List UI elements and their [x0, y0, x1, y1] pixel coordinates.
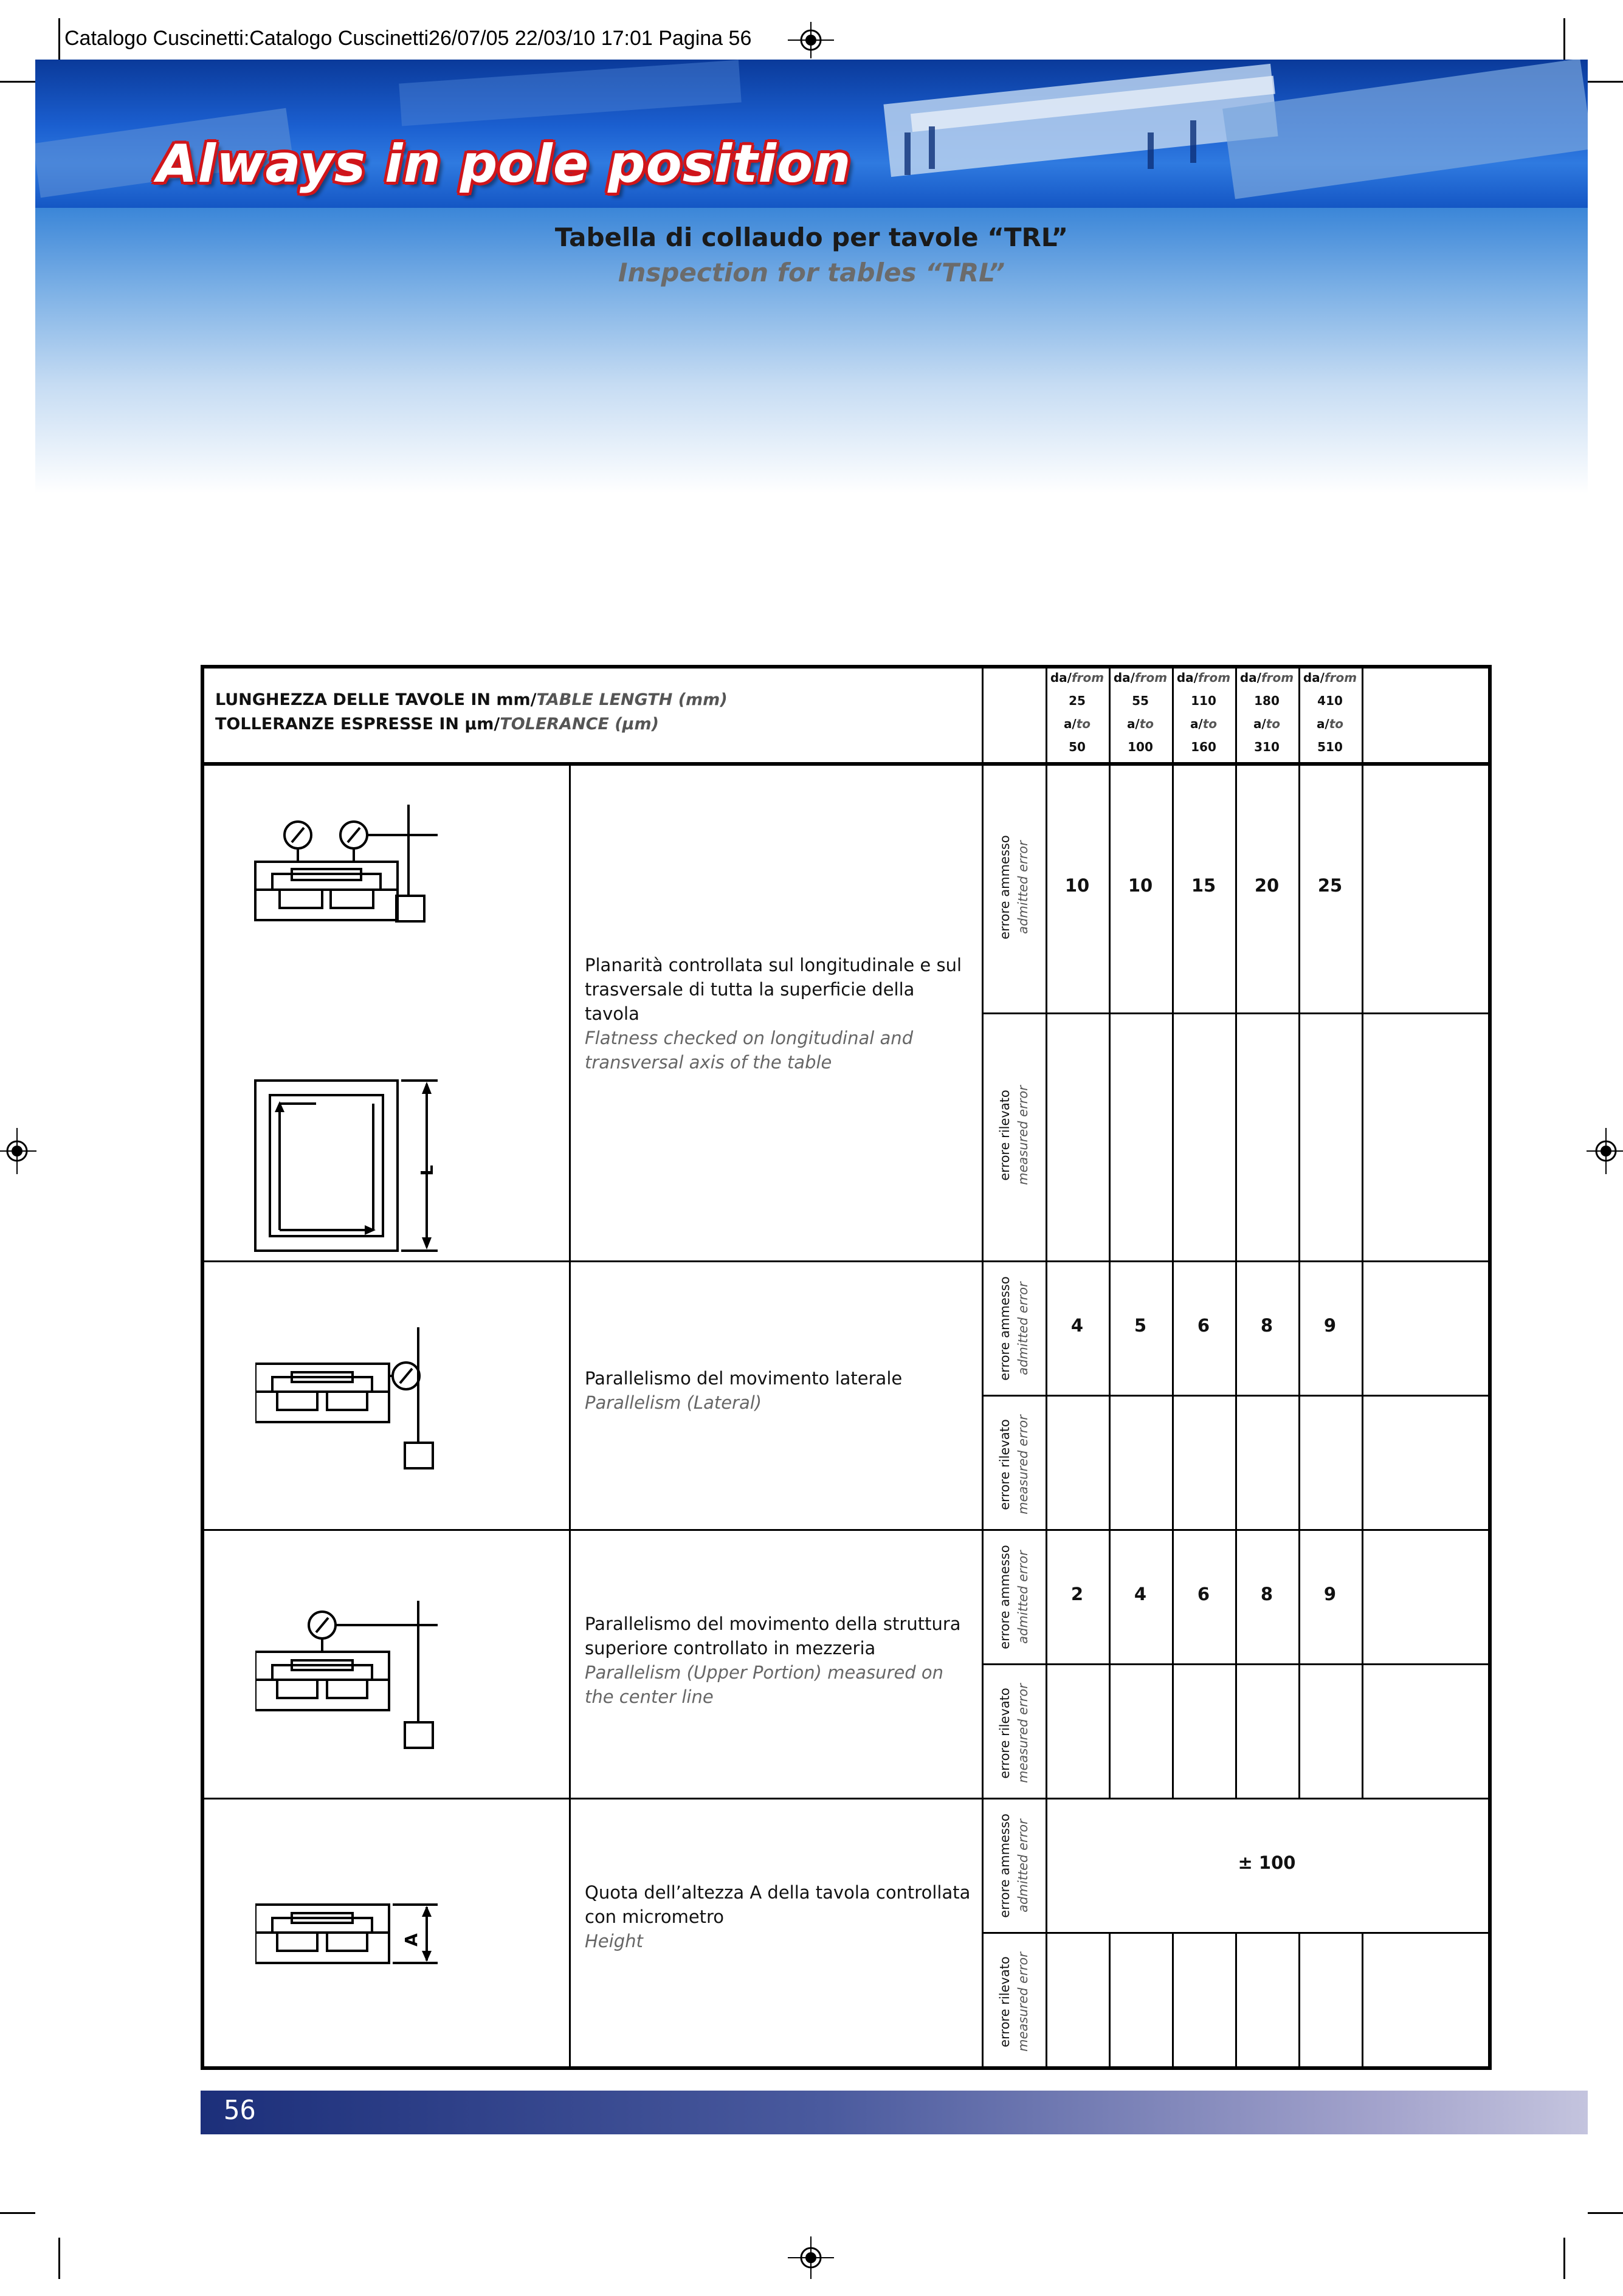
range-from-value: 25: [1069, 693, 1086, 708]
column-separator: [1362, 1932, 1363, 2068]
admitted-it: errore ammesso: [998, 1276, 1012, 1381]
measured-error-label: [996, 1935, 1032, 2069]
description-en: Parallelism (Lateral): [585, 1392, 762, 1413]
range-from-word: da/from: [1050, 670, 1104, 685]
measured-it: errore rilevato: [998, 1419, 1012, 1510]
crop-mark: [58, 18, 60, 60]
range-to-value: 160: [1191, 740, 1216, 754]
range-from-word: da/from: [1176, 670, 1231, 685]
length-range-1: [1046, 666, 1109, 758]
admitted-value: 25: [1317, 875, 1343, 896]
height-description: [585, 1880, 974, 1953]
crop-mark: [0, 2212, 35, 2214]
table-border: [201, 665, 204, 2070]
measured-en: measured error: [1016, 1085, 1030, 1185]
measured-en: measured error: [1016, 1683, 1030, 1783]
admitted-value: 8: [1260, 1584, 1273, 1604]
admitted-value: 15: [1191, 875, 1216, 896]
description-it: Quota dell’altezza A della tavola controllata con micrometro: [585, 1882, 971, 1927]
column-separator: [982, 665, 984, 2070]
admitted-value: 5: [1134, 1315, 1147, 1336]
crop-mark: [58, 2238, 60, 2279]
admitted-it: errore ammesso: [998, 835, 1012, 940]
range-to-word: a/to: [1253, 717, 1281, 731]
range-to-word: a/to: [1063, 717, 1091, 731]
column-separator: [569, 764, 571, 2068]
upper-parallelism-description: [585, 1612, 974, 1709]
lateral-parallelism-description: [585, 1366, 974, 1415]
range-to-word: a/to: [1190, 717, 1218, 731]
admitted-en: admitted error: [1016, 1819, 1030, 1913]
range-from-value: 410: [1317, 693, 1343, 708]
measured-en: measured error: [1016, 1952, 1030, 2052]
measured-error-label: [996, 1068, 1032, 1202]
description-en: Flatness checked on longitudinal and transversal axis of the table: [585, 1028, 914, 1073]
crop-mark: [0, 81, 35, 83]
height-dimension-letter: A: [401, 1933, 421, 1947]
lateral-parallelism-drawing-icon: [255, 1321, 474, 1504]
description-it: Parallelismo del movimento laterale: [585, 1368, 903, 1389]
column-separator: [1109, 665, 1111, 1799]
registration-mark-icon: [788, 22, 834, 58]
printer-slug: Catalogo Cuscinetti:Catalogo Cuscinetti26/07/05 22/03/10 17:01 Pagina 56: [64, 27, 752, 50]
measured-error-label: [996, 1398, 1032, 1531]
measured-error-label: [996, 1666, 1032, 1800]
measured-it: errore rilevato: [998, 1956, 1012, 2047]
column-separator: [1235, 1932, 1237, 2068]
description-it: Parallelismo del movimento della struttura superiore controllato in mezzeria: [585, 1614, 961, 1658]
crop-mark: [1588, 81, 1623, 83]
range-to-value: 100: [1128, 740, 1153, 754]
range-from-value: 180: [1254, 693, 1280, 708]
range-to-value: 50: [1069, 740, 1086, 754]
column-separator: [1298, 665, 1300, 1799]
description-en: Parallelism (Upper Portion) measured on the center line: [585, 1662, 944, 1707]
flatness-setup-drawing-icon: [237, 799, 553, 1260]
admitted-value: 9: [1323, 1315, 1337, 1336]
registration-mark-icon: [788, 2236, 834, 2279]
admitted-value: 20: [1254, 875, 1280, 896]
crop-mark: [1563, 18, 1565, 60]
column-separator: [1235, 665, 1237, 1799]
length-dimension-letter: L: [417, 1165, 437, 1176]
column-separator: [1109, 1932, 1111, 2068]
range-from-word: da/from: [1113, 670, 1168, 685]
description-it: Planarità controllata sul longitudinale e sul trasversale di tutta la superficie della tavola: [585, 955, 962, 1024]
crop-mark: [1563, 2238, 1565, 2279]
admitted-value: 4: [1070, 1315, 1084, 1336]
registration-mark-icon: [1587, 1128, 1623, 1174]
admitted-value: 2: [1070, 1584, 1084, 1604]
admitted-it: errore ammesso: [998, 1545, 1012, 1649]
admitted-error-label: [996, 1799, 1032, 1933]
column-separator: [1172, 665, 1174, 1799]
column-separator: [1172, 1932, 1174, 2068]
measured-en: measured error: [1016, 1415, 1030, 1514]
length-range-3: [1172, 666, 1235, 758]
measured-it: errore rilevato: [998, 1090, 1012, 1181]
table-border: [1488, 665, 1492, 2070]
admitted-value: 9: [1323, 1584, 1337, 1604]
range-from-value: 55: [1132, 693, 1149, 708]
measured-it: errore rilevato: [998, 1688, 1012, 1779]
description-en: Height: [585, 1931, 643, 1951]
crop-mark: [1588, 2212, 1623, 2214]
admitted-en: admitted error: [1016, 1282, 1030, 1375]
range-to-value: 510: [1317, 740, 1343, 754]
table-length-label: LUNGHEZZA DELLE TAVOLE IN mm/TABLE LENGTH (mm): [215, 690, 728, 709]
slogan: Always in pole position: [157, 134, 852, 194]
column-separator: [1298, 1932, 1300, 2068]
length-range-4: [1235, 666, 1298, 758]
admitted-it: errore ammesso: [998, 1813, 1012, 1918]
tolerance-label: TOLLERANZE ESPRESSE IN µm/TOLERANCE (µm): [215, 715, 659, 734]
length-range-5: [1298, 666, 1362, 758]
admitted-span-value: ± 100: [1238, 1852, 1296, 1873]
upper-parallelism-drawing-icon: [255, 1595, 474, 1777]
range-from-word: da/from: [1303, 670, 1357, 685]
inspection-table: [201, 665, 1492, 2070]
length-range-2: [1109, 666, 1172, 758]
range-to-word: a/to: [1316, 717, 1344, 731]
range-from-word: da/from: [1239, 670, 1294, 685]
admitted-error-label: [996, 1530, 1032, 1664]
admitted-value: 8: [1260, 1315, 1273, 1336]
height-measurement-drawing-icon: [255, 1892, 474, 1990]
admitted-en: admitted error: [1016, 840, 1030, 934]
admitted-value: 6: [1197, 1315, 1210, 1336]
range-from-value: 110: [1191, 693, 1216, 708]
registration-mark-icon: [0, 1128, 36, 1174]
footer-bar: [201, 2091, 1588, 2134]
page-subtitle: Inspection for tables “TRL”: [618, 258, 1005, 287]
admitted-en: admitted error: [1016, 1550, 1030, 1644]
admitted-error-label: [996, 820, 1032, 954]
admitted-value: 10: [1128, 875, 1153, 896]
page-title: Tabella di collaudo per tavole “TRL”: [554, 222, 1069, 252]
admitted-value: 6: [1197, 1584, 1210, 1604]
admitted-error-label: [996, 1262, 1032, 1395]
admitted-value: 10: [1064, 875, 1090, 896]
range-to-word: a/to: [1126, 717, 1154, 731]
page-number: 56: [224, 2095, 256, 2126]
flatness-description: [585, 953, 974, 1074]
range-to-value: 310: [1254, 740, 1280, 754]
column-separator: [1362, 665, 1363, 1799]
admitted-value: 4: [1134, 1584, 1147, 1604]
